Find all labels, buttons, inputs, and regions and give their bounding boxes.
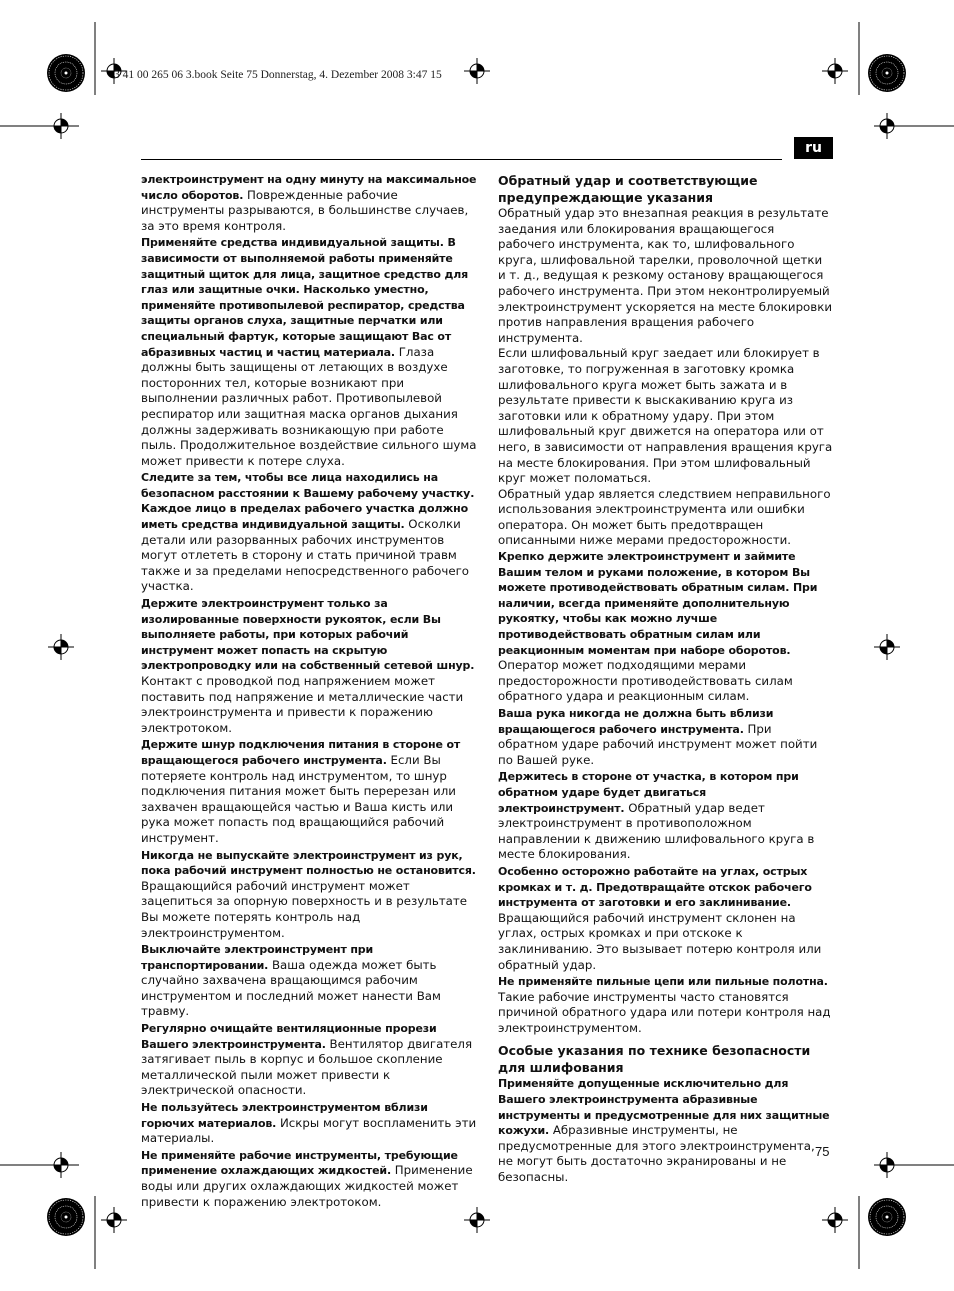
paragraph: Применяйте допущенные исключительно для Вашего электроинструмента абразивные инструменты и предусмотренные для них защитные кожухи. Абразивные инструменты, не предусмотренные для этого электроинструмента, не могут быть достаточно экранированы и не безопасны. (498, 1077, 830, 1185)
left-column (141, 172, 477, 1210)
paragraph: Обратный удар это внезапная реакция в результате заедания или блокирования вращающегося рабочего инструмента, как то, шлифовального круга, шлифовальной тарелки, проволочной щетки и т. д., ведущая к резкому останову вращающегося рабочего инструмента. При этом неконтролируемый электроинструмент ускоряется на месте блокировки против направления вращения рабочего инструмента. (498, 206, 833, 345)
paragraph: Регулярно очищайте вентиляционные прорези Вашего электроинструмента. Вентилятор двигателя затягивает пыль в корпус и большое скопление металлической пыли может привести к электрической опасности. (141, 1022, 473, 1098)
page-number: 75 (815, 1144, 830, 1159)
paragraph: Держите шнур подключения питания в стороне от вращающегося рабочего инструмента. Если Вы потеряете контроль над инструментом, то шнур подключения питания может быть перерезан или захвачен вращающейся частью и Ваша кисть или рука может попасть под вращающийся рабочий инструмент. (141, 738, 461, 845)
right-column (498, 172, 833, 1186)
paragraph: Особенно осторожно работайте на углах, острых кромках и т. д. Предотвращайте отскок рабочего инструмента от заготовки и его заклинивание. Вращающийся рабочий инструмент склонен на углах, острых кромках и при отскоке к заклиниванию. Это вызывает потерю контроля или обратный удар. (498, 864, 822, 972)
header-rule (141, 159, 782, 160)
paragraph: Никогда не выпускайте электроинструмент из рук, пока рабочий инструмент полностью не остановится. Вращающийся рабочий инструмент может зацепиться за опорную поверхность и в результате Вы можете потерять контроль над электроинструментом. (141, 848, 476, 940)
paragraph: Выключайте электроинструмент при транспортировании. Ваша одежда может быть случайно захвачена вращающимся рабочим инструментом и последний может нанести Вам травму. (141, 943, 441, 1019)
section-heading: Обратный удар и соответствующие предупреждающие указания (498, 173, 758, 205)
paragraph: Обратный удар является следствием неправильного использования электроинструмента или ошибки оператора. Он может быть предотвращен описанными ниже мерами предосторожности. (498, 486, 831, 548)
language-tag: ru (794, 137, 833, 159)
paragraph: Не пользуйтесь электроинструментом вблизи горючих материалов. Искры могут воспламенить эти материалы. (141, 1101, 477, 1146)
paragraph: Ваша рука никогда не должна быть вблизи вращающегося рабочего инструмента. При обратном ударе рабочий инструмент может пойти по Вашей руке. (498, 707, 818, 767)
file-info-line: 3 41 00 265 06 3.book Seite 75 Donnerstag, 4. Dezember 2008 3:47 15 (114, 69, 442, 81)
paragraph: Держитесь в стороне от участка, в котором при обратном ударе будет двигаться электроинструмент. Обратный удар ведет электроинструмент в противоположном направлении к движению шлифовального круга в месте блокирования. (498, 770, 815, 862)
paragraph: Не применяйте рабочие инструменты, требующие применение охлаждающих жидкостей. Применение воды или других охлаждающих жидкостей может привести к поражению электротоком. (141, 1148, 473, 1209)
paragraph: электроинструмент на одну минуту на максимальное число оборотов. Поврежденные рабочие инструменты разрываются, в большинстве случаев, за это время контроля. (141, 173, 477, 233)
paragraph: Следите за тем, чтобы все лица находились на безопасном расстоянии к Вашему рабочему участку. Каждое лицо в пределах рабочего участка должно иметь средства индивидуальной защиты. Осколки детали или разорванных рабочих инструментов могут отлететь в сторону и стать причиной травм также и за пределами непосредственного рабочего участка. (141, 471, 475, 594)
paragraph: Если шлифовальный круг заедает или блокирует в заготовке, то погруженная в заготовку кромка шлифовального круга может быть зажата и в результате привести к выскакиванию круга из заготовки или к обратному удару. При этом шлифовальный круг движется на оператора или от него, в зависимости от направления вращения круга на месте блокирования. При этом шлифовальный круг может поломаться. (498, 346, 833, 486)
paragraph: Применяйте средства индивидуальной защиты. В зависимости от выполняемой работы применяйте защитный щиток для лица, защитное средство для глаз или защитные очки. Насколько уместно, применяйте противопылевой респиратор, средства защиты органов слуха, защитные перчатки или специальный фартук, которые защищают Вас от абразивных частиц и частиц материала. Глаза должны быть защищены от летающих в воздухе посторонних тел, которые возникают при выполнении различных работ. Противопылевой респиратор или защитная маска органов дыхания должны задерживать возникающую при работе пыль. Продолжительное воздействие сильного шума может привести к потере слуха. (141, 236, 477, 468)
paragraph: Не применяйте пильные цепи или пильные полотна. Такие рабочие инструменты часто становятся причиной обратного удара или потери контроля над электроинструментом. (498, 975, 831, 1035)
section-heading: Особые указания по технике безопасности для шлифования (498, 1043, 811, 1076)
paragraph: Крепко держите электроинструмент и займите Вашим телом и руками положение, в котором Вы можете противодействовать обратным силам. При наличии, всегда применяйте дополнительную рукоятку, чтобы как можно лучше противодействовать обратным силам или реакционным моментам при наборе оборотов. Оператор может подходящими мерами предосторожности противодействовать силам обратного удара и реакционным силам. (498, 550, 818, 704)
paragraph: Держите электроинструмент только за изолированные поверхности рукояток, если Вы выполняете работы, при которых рабочий инструмент может попасть на скрытую электропроводку или на собственный сетевой шнур. Контакт с проводкой под напряжением может поставить под напряжение и металлические части электроинструмента и привести к поражению электротоком. (141, 597, 475, 735)
